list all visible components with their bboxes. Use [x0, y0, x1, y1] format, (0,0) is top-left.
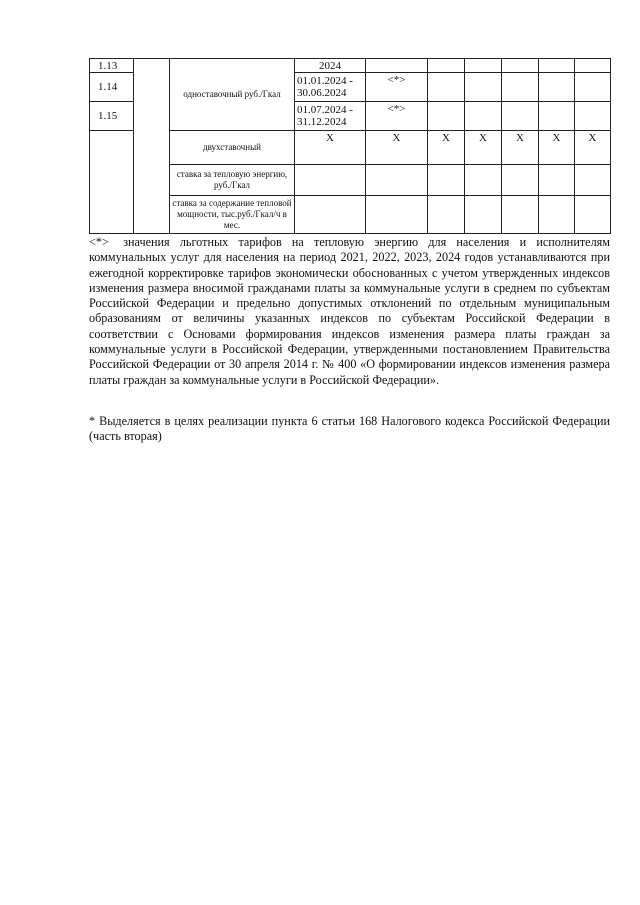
empty-cell [366, 59, 428, 73]
period-cell: 01.07.2024 - 31.12.2024 [295, 102, 366, 131]
x-mark-cell: X [295, 131, 366, 165]
star-marker-cell: <*> [366, 73, 428, 102]
empty-cell [502, 73, 539, 102]
empty-cell [428, 59, 465, 73]
x-mark-cell: X [502, 131, 539, 165]
empty-cell [502, 59, 539, 73]
tariff-table [89, 58, 611, 234]
empty-cell [502, 196, 539, 234]
empty-cell [465, 102, 502, 131]
empty-cell [539, 59, 575, 73]
empty-cell [465, 59, 502, 73]
x-mark-cell: X [465, 131, 502, 165]
two-part-tariff-label: двухставочный [170, 131, 295, 165]
empty-cell [428, 196, 465, 234]
empty-cell [575, 102, 611, 131]
tariff-note [89, 235, 610, 388]
year-cell: 2024 [295, 59, 366, 73]
empty-cell [539, 102, 575, 131]
row-number: 1.14 [90, 73, 134, 102]
empty-cell [366, 165, 428, 196]
note-marker: <*> [89, 235, 109, 249]
x-mark-cell: X [575, 131, 611, 165]
empty-cell [502, 102, 539, 131]
row-number: 1.13 [90, 59, 134, 73]
empty-cell [575, 165, 611, 196]
rate-capacity-label: ставка за содержание тепловой мощности, тыс.руб./Гкал/ч в мес. [170, 196, 295, 234]
star-marker-cell: <*> [366, 102, 428, 131]
x-mark-cell: X [366, 131, 428, 165]
empty-cell [539, 165, 575, 196]
footnote: * Выделяется в целях реализации пункта 6 статьи 168 Налогового кодекса Российской Федерации (часть вторая) [89, 414, 610, 444]
period-cell: 01.01.2024 - 30.06.2024 [295, 73, 366, 102]
empty-cell [465, 196, 502, 234]
empty-cell [575, 196, 611, 234]
one-part-tariff-label: одноставочный руб./Гкал [170, 59, 295, 131]
table-row [90, 59, 611, 73]
note-text: значения льготных тарифов на тепловую энергию для населения и исполнителям коммунальных услуг для населения на период 2021, 2022, 2023, 2024 годов устанавливаются при ежегодной корректировке тарифов экономически обоснованных с учетом утвержденных индексов изменения размера вносимой гражданами платы за коммунальные услуги в среднем по субъектам Российской Федерации и предельно допустимых отклонений по отдельным муниципальным образованиям от величины указанных индексов по субъектам Российской Федерации в соответствии с Основами формирования индексов изменения размера платы граждан за коммунальные услуги в Российской Федерации, утвержденными постановлением Правительства Российской Федерации от 30 апреля 2014 г. № 400 «О формировании индексов изменения размера платы граждан за коммунальные услуги в Российской Федерации». [89, 235, 610, 387]
empty-cell [575, 73, 611, 102]
empty-cell [539, 73, 575, 102]
empty-cell [465, 165, 502, 196]
empty-cell [575, 59, 611, 73]
empty-cell [295, 196, 366, 234]
empty-cell [502, 165, 539, 196]
empty-cell [539, 196, 575, 234]
empty-cell [134, 59, 170, 234]
empty-cell [428, 73, 465, 102]
empty-cell [428, 102, 465, 131]
empty-cell [295, 165, 366, 196]
empty-cell [366, 196, 428, 234]
empty-cell [465, 73, 502, 102]
row-number: 1.15 [90, 102, 134, 131]
x-mark-cell: X [539, 131, 575, 165]
x-mark-cell: X [428, 131, 465, 165]
empty-cell [90, 131, 134, 234]
rate-heat-label: ставка за тепловую энергию, руб./Гкал [170, 165, 295, 196]
empty-cell [428, 165, 465, 196]
